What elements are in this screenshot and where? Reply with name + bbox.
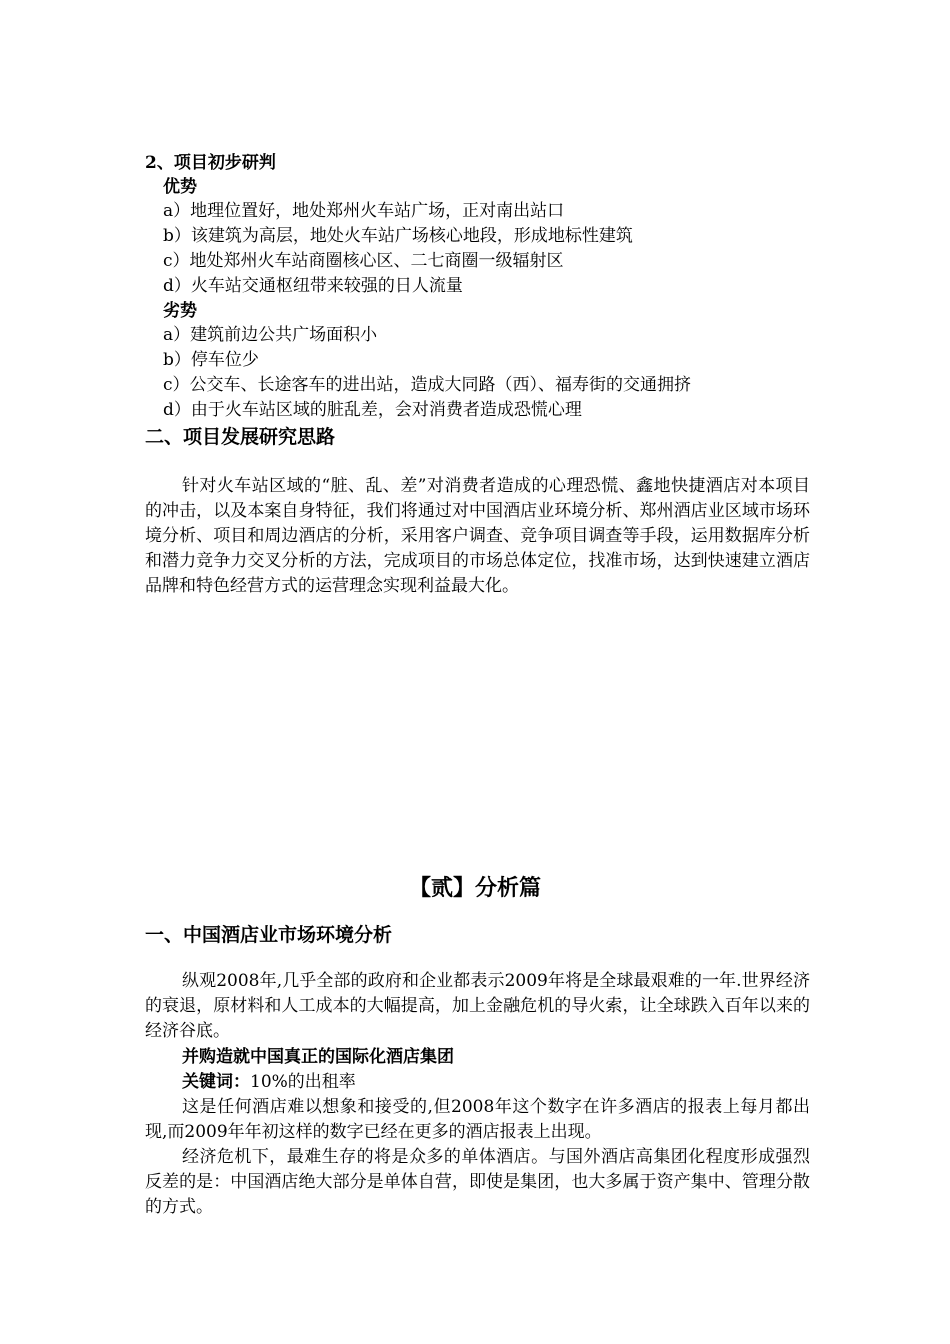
keyword-value: 10%的出租率	[250, 1072, 356, 1092]
section-heading-market-analysis: 一、中国酒店业市场环境分析	[145, 924, 393, 946]
disadvantage-item: c）公交车、长途客车的进出站，造成大同路（西）、福寿街的交通拥挤	[163, 375, 692, 395]
analysis-paragraph-3: 经济危机下，最难生存的将是众多的单体酒店。与国外酒店高集团化程度形成强烈反差的是：中国酒店绝大部分是单体自营，即使是集团，也大多属于资产集中、管理分散的方式。	[145, 1147, 810, 1217]
disadvantage-item: b）停车位少	[163, 350, 259, 370]
keyword-label: 关键词：	[182, 1072, 250, 1092]
keyword-line	[182, 1070, 356, 1094]
section-heading-research-approach: 二、项目发展研究思路	[145, 426, 336, 448]
disadvantage-item: d）由于火车站区域的脏乱差，会对消费者造成恐慌心理	[163, 400, 582, 420]
advantage-item: a）地理位置好，地处郑州火车站广场，正对南出站口	[163, 201, 565, 221]
chapter-title: 【贰】分析篇	[408, 875, 541, 901]
disadvantage-item: a）建筑前边公共广场面积小	[163, 325, 378, 345]
analysis-paragraph-1: 纵观2008年,几乎全部的政府和企业都表示2009年将是全球最艰难的一年.世界经济的衰退，原材料和人工成本的大幅提高，加上金融危机的导火索，让全球跌入百年以来的经济谷底。	[145, 971, 810, 1041]
section-heading-preliminary-judgment: 2、项目初步研判	[145, 153, 276, 173]
analysis-paragraph-2: 这是任何酒店难以想象和接受的,但2008年这个数字在许多酒店的报表上每月都出现,而2009年年初这样的数字已经在更多的酒店报表上出现。	[145, 1097, 810, 1142]
advantage-item: b）该建筑为高层，地处火车站广场核心地段，形成地标性建筑	[163, 226, 633, 246]
subheading-mergers: 并购造就中国真正的国际化酒店集团	[182, 1047, 454, 1067]
disadvantages-label: 劣势	[163, 301, 197, 321]
advantages-label: 优势	[163, 177, 197, 197]
advantage-item: d）火车站交通枢纽带来较强的日人流量	[163, 276, 463, 296]
research-paragraph: 针对火车站区域的“脏、乱、差”对消费者造成的心理恐慌、鑫地快捷酒店对本项目的冲击，以及本案自身特征，我们将通过对中国酒店业环境分析、郑州酒店业区域市场环境分析、项目和周边酒店的分析，采用客户调查、竞争项目调查等手段，运用数据库分析和潜力竞争力交叉分析的方法，完成项目的市场总体定位，找准市场，达到快速建立酒店品牌和特色经营方式的运营理念实现利益最大化。	[145, 476, 810, 596]
advantage-item: c）地处郑州火车站商圈核心区、二七商圈一级辐射区	[163, 251, 564, 271]
